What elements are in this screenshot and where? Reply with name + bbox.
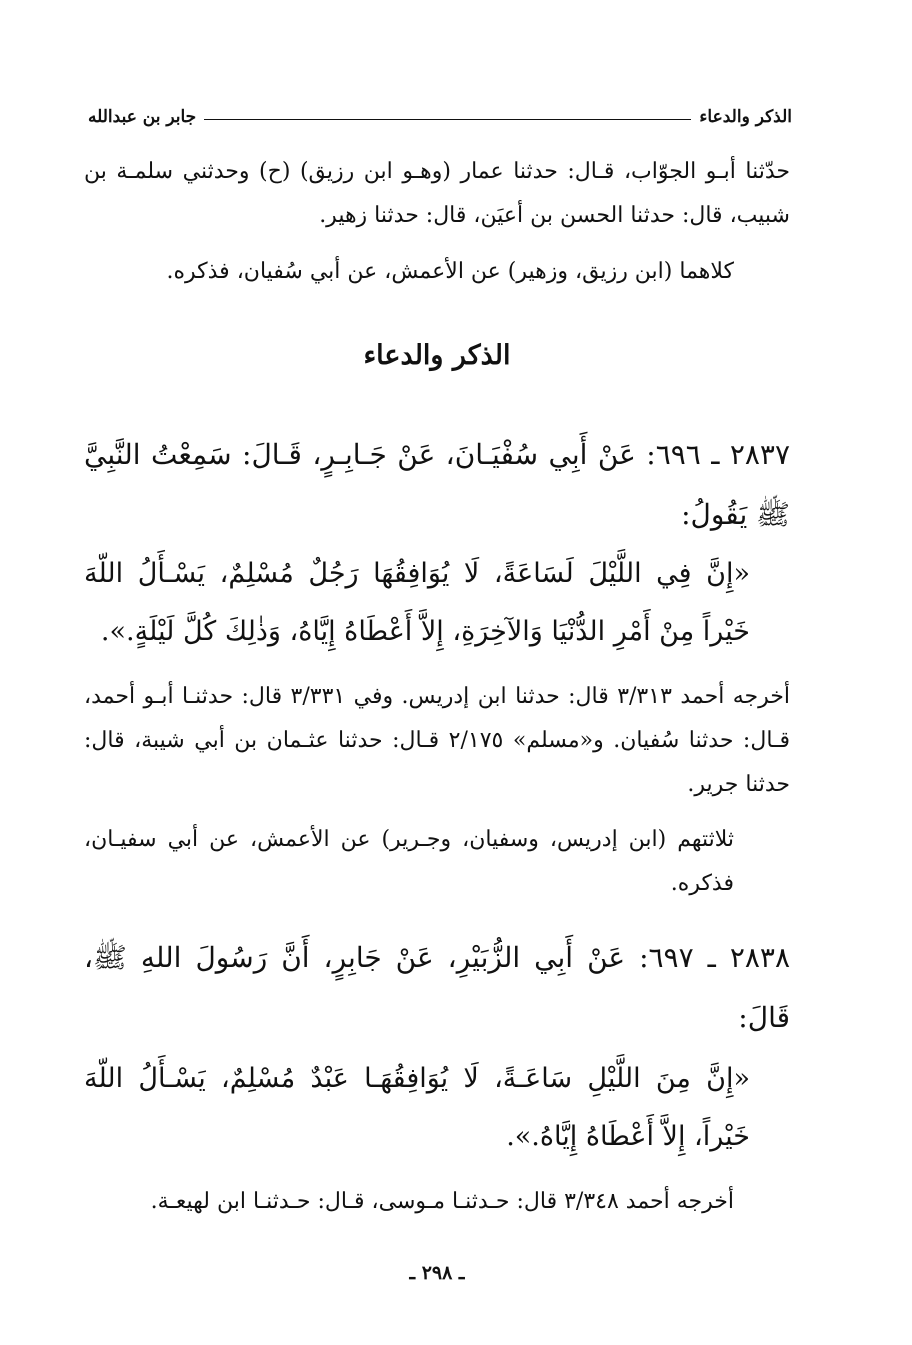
takhrij-2837-summary: ثلاثتهم (ابن إدريس، وسفيان، وجـرير) عن الأعمش، عن أبي سفيـان، فذكره. — [84, 827, 734, 896]
header-section-title: الذكر والدعاء — [699, 107, 792, 127]
paragraph-isnad-1: حدّثنا أبـو الجوّاب، قـال: حدثنا عمار (وهـو ابن رزيق) (ح) وحدثني سلمـة بن شبيب، قال: حدثنا الحسن بن أعيَن، قال: حدثنا زهير. — [84, 159, 790, 228]
running-header — [88, 104, 792, 130]
paragraph-isnad-2: كلاهما (ابن رزيق، وزهير) عن الأعمش، عن أبي سُفيان، فذكره. — [166, 259, 734, 284]
section-heading: الذكر والدعاء — [363, 340, 511, 371]
hadith-header-2838: ٢٨٣٨ ـ ٦٩٧: عَنْ أَبِي الزُّبَيْرِ، عَنْ جَابِرٍ، أَنَّ رَسُولَ اللهِ ﷺ، قَالَ: — [84, 941, 790, 1034]
takhrij-2838: أخرجه أحمد ٣/٣٤٨ قال: حـدثنـا مـوسى، قـال: حـدثنـا ابن لهيعـة. — [150, 1189, 734, 1214]
page-number: ـ ٢٩٨ ـ — [409, 1262, 465, 1284]
hadith-text-2838: «إِنَّ مِنَ اللَّيْلِ سَاعَـةً، لَا يُوَافِقُهَـا عَبْدٌ مُسْلِمٌ، يَسْـأَلُ اللّهَ خَيْراً، إِلاَّ أَعْطَاهُ إِيَّاهُ.». — [84, 1063, 750, 1152]
header-book-title: جابر بن عبدالله — [88, 107, 197, 127]
hadith-text-2837: «إِنَّ فِي اللَّيْلَ لَسَاعَةً، لَا يُوَافِقُهَا رَجُلٌ مُسْلِمٌ، يَسْـأَلُ اللّهَ خَيْراً مِنْ أَمْرِ الدُّنْيَا وَالآخِرَةِ، إِلاَّ أَعْطَاهُ إِيَّاهُ، وَذٰلِكَ كُلَّ لَيْلَةٍ.». — [84, 558, 750, 647]
takhrij-2837: أخرجه أحمد ٣/٣١٣ قال: حدثنا ابن إدريس. وفي ٣/٣٣١ قال: حدثنـا أبـو أحمد، قـال: حدثنا سُفيان. و«مسلم» ٢/١٧٥ قـال: حدثنا عثـمان بن أبي شيبة، قال: حدثنا جرير. — [84, 684, 790, 797]
hadith-header-2837: ٢٨٣٧ ـ ٦٩٦: عَنْ أَبِي سُفْيَـانَ، عَنْ جَـابِـرٍ، قَـالَ: سَمِعْتُ النَّبِيَّ ﷺ يَقُولُ: — [84, 438, 790, 531]
header-rule — [204, 119, 691, 120]
